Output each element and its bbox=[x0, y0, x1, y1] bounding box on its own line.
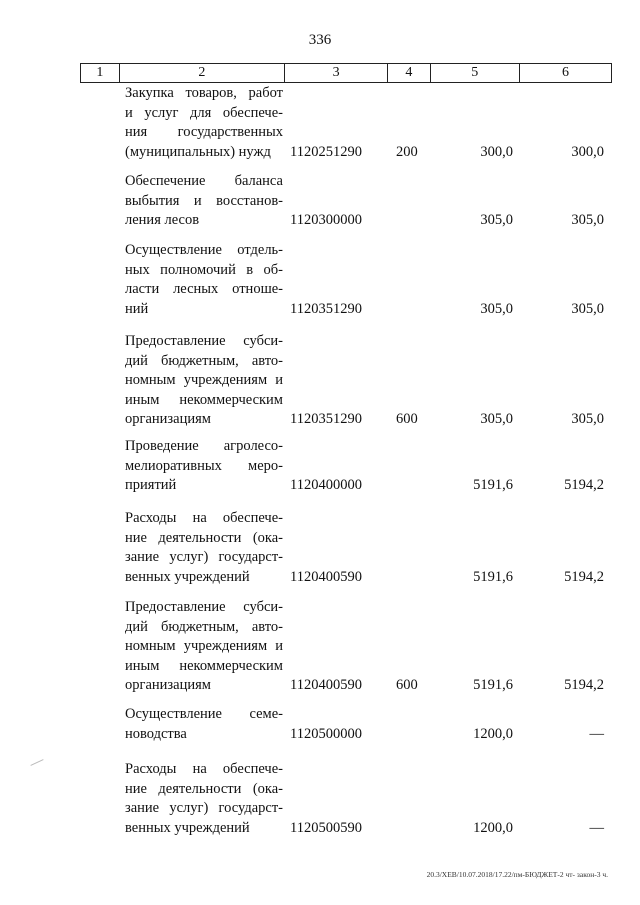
description-line: дий бюджетным, авто- bbox=[125, 618, 283, 635]
row-value-2018: 300,0 bbox=[480, 143, 513, 160]
description-line: ние деятельности (ока- bbox=[125, 780, 283, 797]
header-col-4: 4 bbox=[388, 64, 431, 82]
description-line: Проведение агролесо- bbox=[125, 438, 283, 454]
description-line: ласти лесных отноше- bbox=[125, 281, 283, 297]
row-value-2018: 1200,0 bbox=[473, 819, 513, 836]
header-col-3: 3 bbox=[285, 64, 388, 82]
description-line: иным некоммерческим bbox=[125, 391, 283, 408]
row-description bbox=[125, 332, 283, 430]
row-description bbox=[125, 598, 283, 696]
table-header bbox=[80, 63, 612, 83]
description-line: Обеспечение баланса bbox=[125, 173, 283, 189]
row-expense-type: 200 bbox=[396, 143, 418, 160]
description-line: мелиоративных меро- bbox=[125, 457, 283, 474]
row-description bbox=[125, 84, 283, 162]
row-value-2018: 305,0 bbox=[480, 411, 513, 427]
row-description bbox=[125, 705, 283, 744]
description-line: организациям bbox=[125, 677, 211, 693]
description-line: Расходы на обеспече- bbox=[125, 761, 283, 777]
row-code: 1120400590 bbox=[290, 568, 362, 585]
row-value-2018: 5191,6 bbox=[473, 677, 513, 693]
description-line: ния государственных bbox=[125, 124, 283, 140]
description-line: Осуществление семе- bbox=[125, 706, 283, 722]
description-line: венных учреждений bbox=[125, 819, 250, 836]
row-description bbox=[125, 760, 283, 838]
row-value-2019: — bbox=[589, 725, 604, 742]
row-description bbox=[125, 241, 283, 319]
footer-note: 20.3/ХЕВ/10.07.2018/17.22/пм-БЮДЖЕТ-2 чт- закон-3 ч. bbox=[426, 870, 608, 879]
description-line: ных полномочий в об- bbox=[125, 261, 283, 278]
description-line: выбытия и восстанов- bbox=[125, 192, 283, 209]
header-col-5: 5 bbox=[431, 64, 520, 82]
row-value-2019: 305,0 bbox=[571, 300, 604, 317]
row-value-2019: 300,0 bbox=[571, 143, 604, 160]
description-line: венных учреждений bbox=[125, 568, 250, 585]
description-line: организациям bbox=[125, 411, 211, 427]
description-line: ние деятельности (ока- bbox=[125, 529, 283, 546]
description-line: Предоставление субси- bbox=[125, 333, 283, 349]
row-value-2019: 305,0 bbox=[571, 212, 604, 228]
row-expense-type: 600 bbox=[396, 677, 418, 693]
description-line: Предоставление субси- bbox=[125, 599, 283, 615]
row-description bbox=[125, 437, 283, 496]
row-code: 1120500000 bbox=[290, 725, 362, 742]
row-description bbox=[125, 509, 283, 587]
row-description bbox=[125, 172, 283, 231]
description-line: Закупка товаров, работ bbox=[125, 85, 283, 101]
row-code: 1120400000 bbox=[290, 477, 362, 493]
row-code: 1120351290 bbox=[290, 300, 362, 317]
description-line: приятий bbox=[125, 477, 177, 493]
row-value-2018: 305,0 bbox=[480, 300, 513, 317]
row-value-2018: 305,0 bbox=[480, 212, 513, 228]
header-col-2: 2 bbox=[120, 64, 285, 82]
row-expense-type: 600 bbox=[396, 411, 418, 427]
row-value-2019: — bbox=[589, 819, 604, 836]
row-value-2019: 305,0 bbox=[571, 411, 604, 427]
description-line: ний bbox=[125, 300, 149, 317]
row-value-2019: 5194,2 bbox=[564, 477, 604, 493]
row-code: 1120300000 bbox=[290, 212, 362, 228]
description-line: и услуг для обеспече- bbox=[125, 104, 283, 121]
header-col-6: 6 bbox=[561, 65, 569, 80]
row-value-2018: 1200,0 bbox=[473, 725, 513, 742]
description-line: зание услуг) государст- bbox=[125, 800, 283, 816]
description-line: иным некоммерческим bbox=[125, 657, 283, 674]
stray-mark bbox=[30, 759, 43, 766]
row-code: 1120251290 bbox=[290, 143, 362, 160]
row-code: 1120400590 bbox=[290, 677, 362, 693]
row-value-2019: 5194,2 bbox=[564, 677, 604, 693]
description-line: Осуществление отдель- bbox=[125, 242, 283, 258]
description-line: дий бюджетным, авто- bbox=[125, 352, 283, 369]
row-value-2019: 5194,2 bbox=[564, 568, 604, 585]
page-number: 336 bbox=[308, 32, 332, 48]
description-line: номным учреждениям и bbox=[125, 638, 283, 654]
description-line: ления лесов bbox=[125, 212, 200, 228]
row-value-2018: 5191,6 bbox=[473, 477, 513, 493]
header-col-1: 1 bbox=[81, 64, 120, 82]
row-code: 1120351290 bbox=[290, 411, 362, 427]
description-line: новодства bbox=[125, 725, 187, 742]
row-value-2018: 5191,6 bbox=[473, 568, 513, 585]
description-line: (муниципальных) нужд bbox=[125, 143, 271, 160]
description-line: номным учреждениям и bbox=[125, 372, 283, 388]
description-line: зание услуг) государст- bbox=[125, 549, 283, 565]
description-line: Расходы на обеспече- bbox=[125, 510, 283, 526]
row-code: 1120500590 bbox=[290, 819, 362, 836]
